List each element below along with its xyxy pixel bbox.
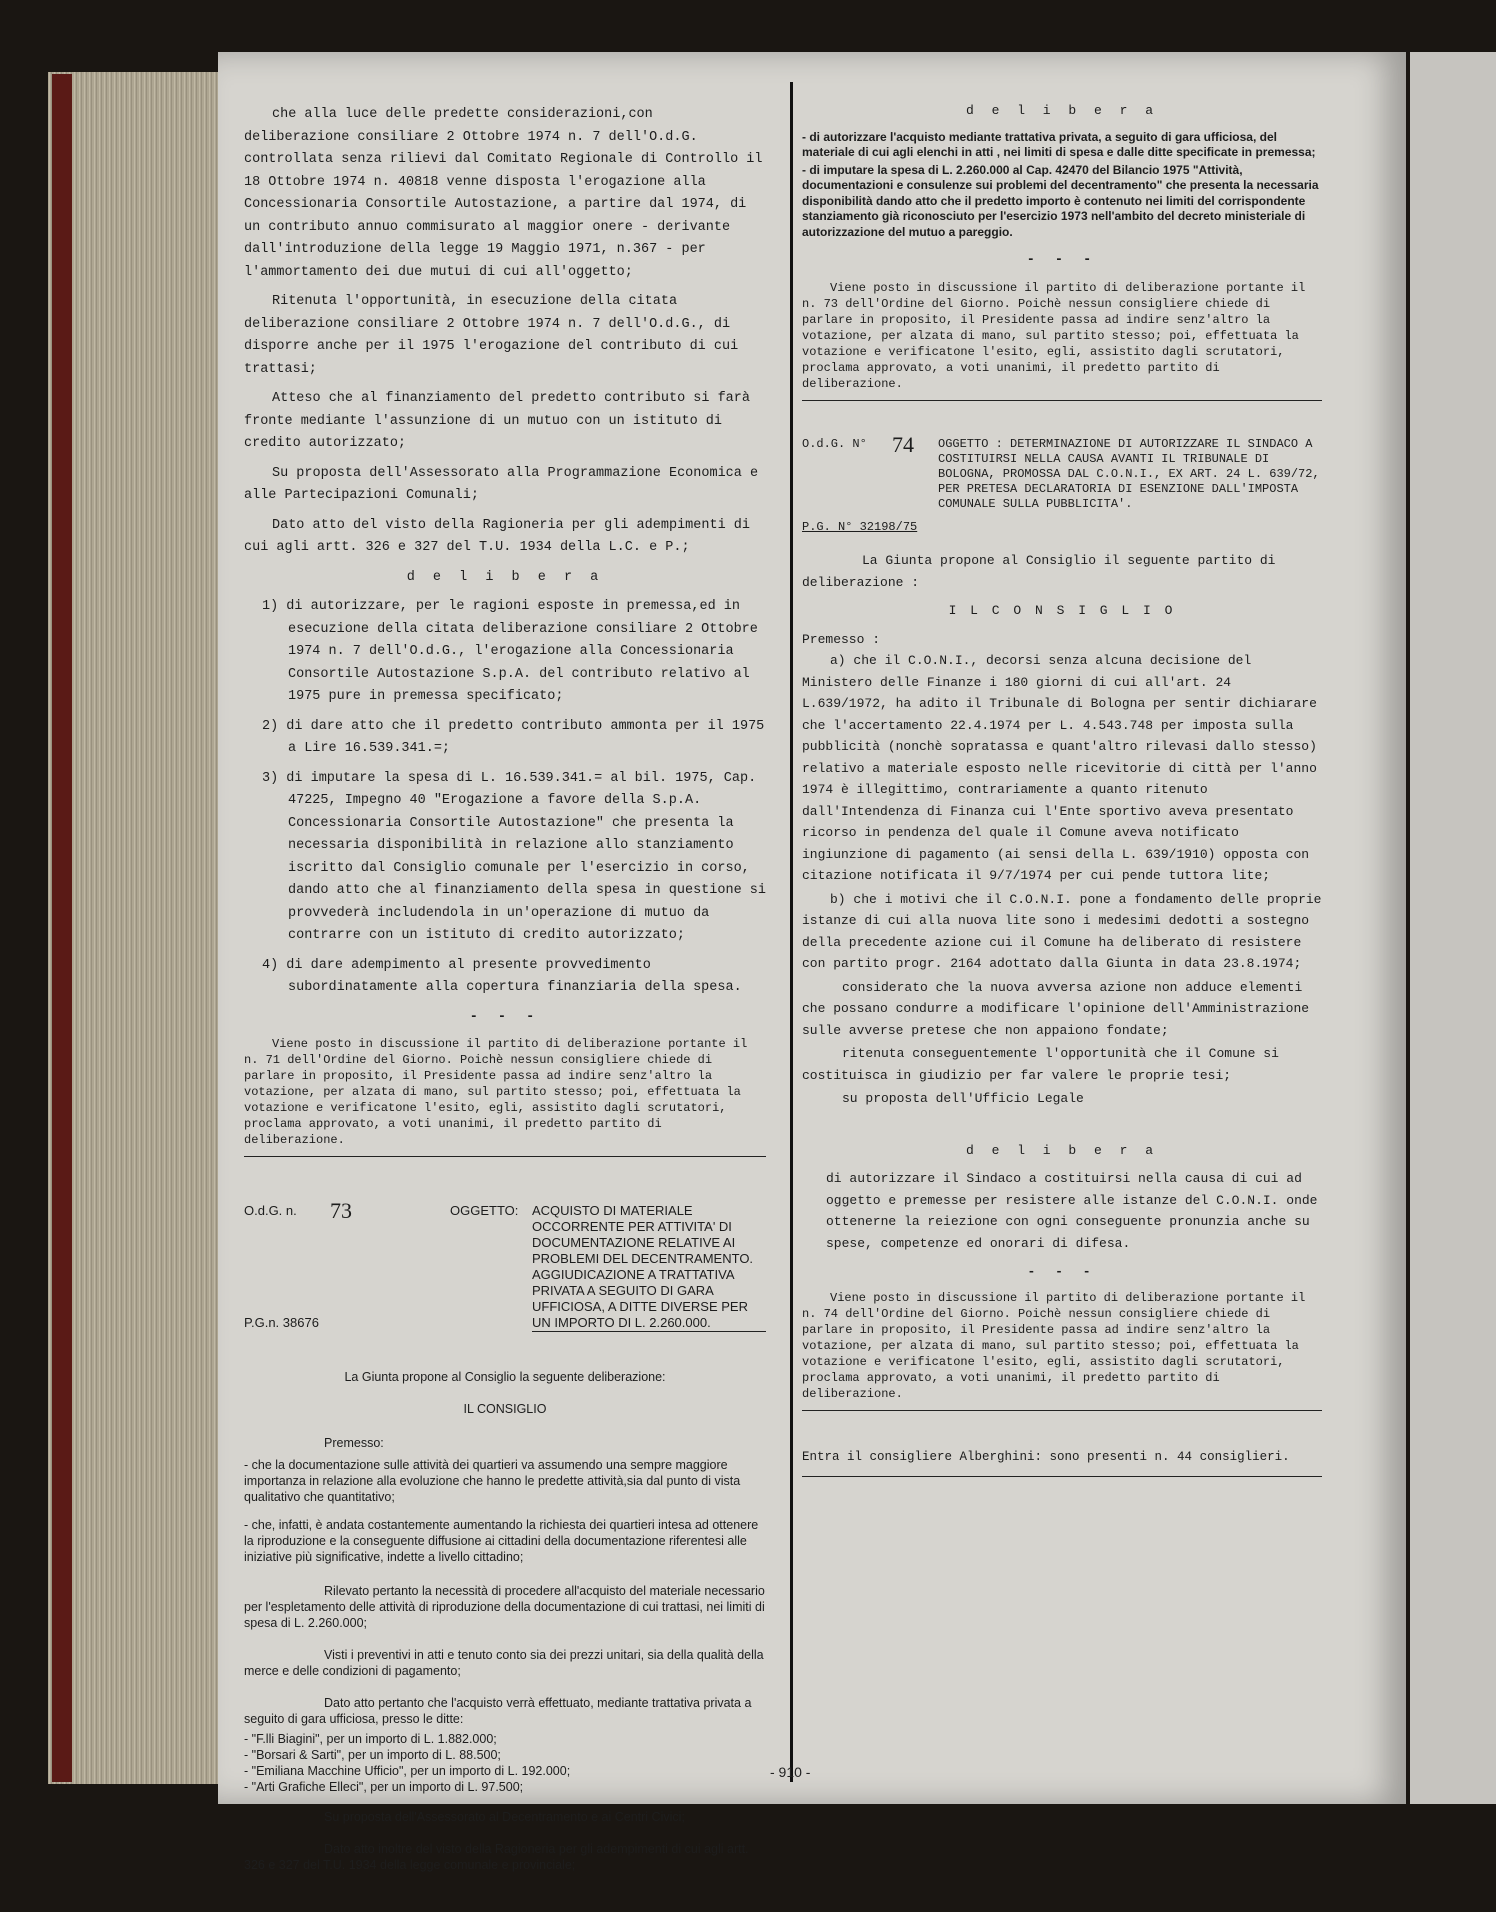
paragraph: Atteso che al finanziamento del predetto contributo si farà fronte mediante l'assunzione di un mutuo con un istituto di credito autorizzato; [244, 391, 750, 451]
vote-paragraph: Viene posto in discussione il partito di deliberazione portante il n. 71 dell'Ordine del Giorno. Poichè nessun consigliere chiede di parlare in proposito, il Presidente passa ad indire senz'altro la votazione, per alzata di mano, sul partito stesso; poi, effettuata la votazione e verificatone l'esito, egli, assistito dagli scrutatori, proclama approvato, a voti unanimi, il predetto partito di deliberazione. [244, 1037, 748, 1147]
horizontal-rule [244, 1156, 766, 1157]
premesso-label: Premesso: [324, 1435, 384, 1450]
list-item: - "Emiliana Macchine Ufficio", per un importo di L. 192.000; [244, 1763, 571, 1778]
paragraph: Dato atto inoltre del visto della Ragioneria per gli adempimenti di cui agli artt. 326 e 327 del T.U. 1934 della legge comunale e provinciale; [244, 1841, 749, 1872]
separator-dashes: - - - [469, 1009, 541, 1025]
delibera-items [802, 130, 1322, 241]
list-item: - "Borsari & Sarti", per un importo di L. 88.500; [244, 1747, 501, 1762]
paragraph: su proposta dell'Ufficio Legale [842, 1091, 1084, 1106]
list-item: 2) di dare atto che il predetto contributo ammonta per il 1975 a Lire 16.539.341.=; [262, 718, 765, 756]
paragraph: Entra il consigliere Alberghini: sono presenti n. 44 consiglieri. [802, 1449, 1290, 1464]
paragraph: Visti i preventivi in atti e tenuto conto sia dei prezzi unitari, sia della qualità della merce e delle condizioni di pagamento; [244, 1647, 764, 1678]
pg-number: P.G.n. 38676 [244, 1315, 319, 1330]
deliberation-text [244, 1369, 766, 1873]
paragraph: Su proposta dell'Assessorato al Decentramento e ai Centri Civici; [324, 1809, 685, 1824]
left-column [244, 104, 766, 1880]
separator-dashes: - - - [1027, 1264, 1097, 1279]
paragraph: Dato atto del visto della Ragioneria per gli adempimenti di cui agli artt. 326 e 327 del T.U. 1934 della L.C. e P.; [244, 517, 750, 555]
delibera-heading: d e l i b e r a [406, 569, 604, 585]
premesso-label: Premesso : [802, 631, 881, 647]
separator-dashes: - - - [1026, 253, 1098, 268]
odg-number: 73 [330, 1198, 352, 1223]
list-item: 4) di dare adempimento al presente provvedimento subordinatamente alla copertura finanziaria della spesa. [262, 957, 742, 995]
vote-paragraph: Viene posto in discussione il partito di deliberazione portante il n. 73 dell'Ordine del Giorno. Poichè nessun consigliere chiede di parlare in proposito, il Presidente passa ad indire senz'altro la votazione, per alzata di mano, sul partito stesso; poi, effettuata la votazione e verificatone l'esito, egli, assistito dagli scrutatori, proclama approvato, a voti unanimi, il predetto partito di deliberazione. [802, 280, 1306, 391]
list-item: 3) di imputare la spesa di L. 16.539.341.= al bil. 1975, Cap. 47225, Impegno 40 "Erogazione a favore della S.p.A. Concessionaria Consortile Autostazione" che presenta la necessaria disponibilità in relazione allo stanziamento iscritto dal Consiglio comunale per l'esercizio in corso, dando atto che al finanziamento della spesa in questione si provvederà includendola in un'operazione di mutuo da contrarre con un istituto di credito autorizzato; [262, 770, 766, 943]
paragraph: Ritenuta l'opportunità, in esecuzione della citata deliberazione consiliare 2 Ottobre 1974 n. 7 dell'O.d.G., di disporre anche per il 1975 l'erogazione del contributo di cui trattasi; [244, 294, 739, 377]
list-item: 1) di autorizzare, per le ragioni esposte in premessa,ed in esecuzione della citata deliberazione consiliare 2 Ottobre 1974 n. 7 dell'O.d.G., l'erogazione alla Concessionaria Consortile Autostazione S.p.A. del contributo relativo al 1975 pure in premessa specificato; [262, 599, 758, 704]
paragraph: Su proposta dell'Assessorato alla Programmazione Economica e alle Partecipazioni Comunali; [244, 465, 759, 503]
list-item: - di autorizzare l'acquisto mediante trattativa privata, a seguito di gara ufficiosa, del materiale di cui agli elenchi in atti , nei limiti di spesa e dalle ditte specificate in premessa; [802, 129, 1316, 159]
consiglio-heading: I L C O N S I G L I O [948, 603, 1176, 618]
odg-header [802, 431, 1322, 512]
paragraph: Dato atto pertanto che l'acquisto verrà effettuato, mediante trattativa privata a seguito di gara ufficiosa, presso le ditte: [244, 1695, 752, 1726]
delibera-heading: d e l i b e r a [965, 1142, 1159, 1158]
oggetto-text: OGGETTO : DETERMINAZIONE DI AUTORIZZARE IL SINDACO A COSTITUIRSI NELLA CAUSA AVANTI IL TRIBUNALE DI BOLOGNA, PROMOSSA DAL C.O.N.I., EX ART. 24 L. 639/72, PER PRETESA DECLARATORIA DI ESENZIONE DALL'IMPOSTA COMUNALE SULLA PUBBLICITA'. [938, 436, 1320, 511]
oggetto-label: OGGETTO: [450, 1203, 519, 1218]
giunta-line: La Giunta propone al Consiglio la seguente deliberazione: [344, 1369, 666, 1384]
horizontal-rule [802, 1410, 1322, 1411]
oggetto-text: ACQUISTO DI MATERIALE OCCORRENTE PER ATTIVITA' DI DOCUMENTAZIONE RELATIVE AI PROBLEMI DEL DECENTRAMENTO. AGGIUDICAZIONE A TRATTATIVA PRIVATA A SEGUITO DI GARA UFFICIOSA, A DITTE DIVERSE PER UN IMPORTO DI L. 2.260.000. [532, 1203, 766, 1332]
horizontal-rule [802, 1476, 1322, 1477]
paragraph: di autorizzare il Sindaco a costituirsi nella causa di cui ad oggetto e premesse per resistere alle istanze del C.O.N.I. onde ottenerne la reiezione con ogni conseguente pronunzia anche su spese, competenze ed onorari di difesa. [826, 1171, 1318, 1251]
list-item: - "F.lli Biagini", per un importo di L. 1.882.000; [244, 1731, 497, 1746]
list-item: - "Arti Grafiche Elleci", per un importo di L. 97.500; [244, 1779, 524, 1794]
paragraph: che alla luce delle predette considerazioni,con deliberazione consiliare 2 Ottobre 1974 n. 7 dell'O.d.G. controllata senza rilievi dal Comitato Regionale di Controllo il 18 Ottobre 1974 n. 40818 venne disposta l'erogazione alla Concessionaria Consortile Autostazione, a partire dal 1974, di un contributo annuo commisurato al maggior onere - derivante dall'introduzione della legge 19 Maggio 1971, n.367 - per l'ammortamento dei due mutui di cui all'oggetto; [244, 107, 763, 280]
odg-label: O.d.G. N° [802, 436, 867, 451]
vote-paragraph: Viene posto in discussione il partito di deliberazione portante il n. 74 dell'Ordine del Giorno. Poichè nessun consigliere chiede di parlare in proposito, il Presidente passa ad indire senz'altro la votazione, per alzata di mano, sul partito stesso; poi, effettuata la votazione e verificatone l'esito, egli, assistito dagli scrutatori, proclama approvato, a voti unanimi, il predetto partito di deliberazione. [802, 1290, 1306, 1401]
page-number: - 910 - [770, 1764, 811, 1780]
delibera-heading: d e l i b e r a [965, 103, 1159, 118]
odg-label: O.d.G. n. [244, 1203, 297, 1218]
consiglio-heading: IL CONSIGLIO [463, 1401, 547, 1416]
paragraph: b) che i motivi che il C.O.N.I. pone a fondamento delle proprie istanze di cui alla nuova lite sono i medesimi dedotti a sostegno della precedente azione cui il Comune ha deliberato di resistere con partito progr. 2164 adottato dalla Giunta in data 23.8.1974; [802, 891, 1322, 971]
pg-number: P.G. N° 32198/75 [802, 519, 918, 534]
right-column [790, 100, 1322, 1485]
page-edges [48, 72, 218, 1784]
giunta-line: La Giunta propone al Consiglio il seguente partito di deliberazione : [802, 553, 1276, 590]
deliberation-text [802, 550, 1322, 1477]
book-cover [52, 74, 72, 1782]
paragraph: - che la documentazione sulle attività dei quartieri va assumendo una sempre maggiore importanza in relazione alla evoluzione che hanno le predette attività,sia dal punto di vista qualitativo che quantitativo; [244, 1457, 741, 1504]
list-item: - di imputare la spesa di L. 2.260.000 al Cap. 42470 del Bilancio 1975 "Attività, documentazioni e consulenze sui problemi del decentramento" che presenta la necessaria disponibilità dando atto che il predetto importo è contenuto nei limiti del corrispondente stanziamento già riconosciuto per l'esercizio 1973 nell'ambito del decreto ministeriale di autorizzazione del mutuo a pareggio. [802, 162, 1319, 239]
next-page-edge [1410, 52, 1496, 1804]
horizontal-rule [802, 400, 1322, 401]
paragraph: - che, infatti, è andata costantemente aumentando la richiesta dei quartieri intesa ad ottenere la riproduzione e la conseguente diffusione ai cittadini della documentazione riferentesi alle iniziative più significative, indette a livello cittadino; [244, 1517, 759, 1564]
paragraph: Rilevato pertanto la necessità di procedere all'acquisto del materiale necessario per l'espletamento delle attività di riproduzione della documentazione di cui trattasi, nei limiti di spesa di L. 2.260.000; [244, 1583, 765, 1630]
paragraph: a) che il C.O.N.I., decorsi senza alcuna decisione del Ministero delle Finanze i 180 giorni di cui all'art. 24 L.639/1972, ha adito il Tribunale di Bologna per sentir dichiarare che l'accertamento 22.4.1974 per L. 4.543.748 per imposta sulla pubblicità (nonchè sopratassa e quant'altro rilevasi dallo stesso) relativo a materiale esposto nelle ricevitorie di città per l'anno 1974 è illegittimo, contrariamente a quanto ritenuto dall'Intendenza di Finanza cui l'Ente sportivo aveva presentato ricorso in pendenza del quale il Comune aveva notificato ingiunzione di pagamento (ai sensi della L. 639/1910) opposta con citazione notificata il 9/7/1974 per cui pende tuttora lite; [802, 653, 1317, 883]
paragraph: ritenuta conseguentemente l'opportunità che il Comune si costituisca in giudizio per far valere le proprie tesi; [802, 1046, 1279, 1083]
paragraph: considerato che la nuova avversa azione non adduce elementi che possano condurre a modificare l'opinione dell'Amministrazione sulle avverse pretese che non appaiono fondate; [802, 979, 1310, 1038]
odg-number: 74 [892, 431, 914, 457]
